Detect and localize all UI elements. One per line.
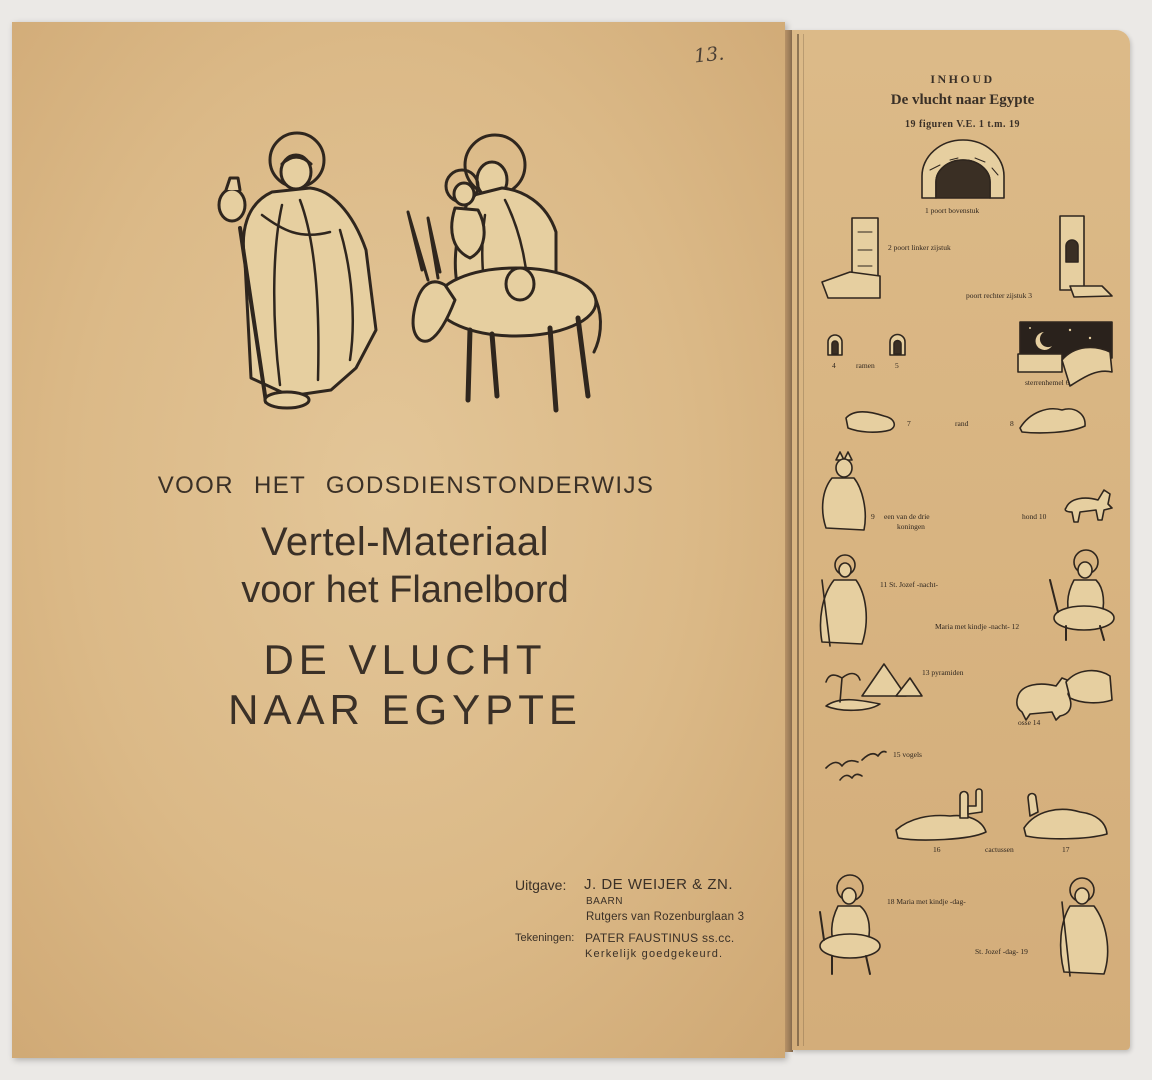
mary-night-figure bbox=[1050, 550, 1114, 640]
contents-title: De vlucht naar Egypte bbox=[890, 92, 1035, 108]
gate-right-piece bbox=[1060, 216, 1112, 297]
border-piece-7 bbox=[846, 412, 894, 432]
king-figure bbox=[823, 452, 866, 530]
figure-label: St. Jozef -dag- 19 bbox=[975, 947, 1028, 956]
publisher-city: BAARN bbox=[586, 896, 623, 907]
figure-label: 16 bbox=[933, 845, 941, 854]
illustrator-name: PATER FAUSTINUS ss.cc. bbox=[585, 931, 735, 945]
figure-label: koningen bbox=[897, 522, 925, 531]
publisher-label: Uitgave: bbox=[515, 877, 567, 893]
window-5 bbox=[890, 335, 905, 355]
figure-label: 13 pyramiden bbox=[922, 668, 964, 677]
window-4 bbox=[828, 335, 842, 355]
figure-label: 11 St. Jozef -nacht- bbox=[880, 580, 939, 589]
cover-main-title-line-2: NAAR EGYPTE bbox=[228, 686, 582, 733]
starry-sky-piece bbox=[1018, 322, 1112, 386]
figure-label: 1 poort bovenstuk bbox=[925, 206, 980, 215]
figure-label: 9 bbox=[871, 512, 875, 521]
joseph-illustration bbox=[219, 133, 376, 408]
mary-day-figure bbox=[820, 875, 880, 974]
figure-label: ramen bbox=[856, 361, 875, 370]
cover-main-title-line-1: DE VLUCHT bbox=[263, 636, 547, 683]
pyramids-figure bbox=[826, 664, 922, 710]
cover-subtitle: VOOR HET GODSDIENSTONDERWIJS bbox=[157, 472, 655, 499]
figure-label: 4 bbox=[832, 361, 836, 370]
oxen-figure bbox=[1017, 671, 1112, 720]
figure-label: Maria met kindje -nacht- 12 bbox=[935, 622, 1020, 631]
figure-label: 18 Maria met kindje -dag- bbox=[887, 897, 966, 906]
cactus-piece-17 bbox=[1024, 794, 1107, 839]
mary-donkey-illustration bbox=[408, 135, 600, 410]
joseph-night-figure bbox=[821, 555, 867, 646]
publisher-name: J. DE WEIJER & ZN. bbox=[584, 876, 734, 893]
handwritten-number: 13. bbox=[692, 42, 726, 68]
figure-label: sterrenhemel 6 bbox=[1025, 378, 1070, 387]
cover-title-line-2: voor het Flanelbord bbox=[241, 569, 569, 611]
figure-label: rand bbox=[955, 419, 969, 428]
figure-label: cactussen bbox=[985, 845, 1014, 854]
border-piece-8 bbox=[1020, 409, 1085, 433]
figure-label: 7 bbox=[907, 419, 911, 428]
gate-top-piece bbox=[922, 140, 1004, 198]
illustrator-label: Tekeningen: bbox=[515, 932, 575, 944]
contents-subtitle: 19 figuren V.E. 1 t.m. 19 bbox=[904, 119, 1020, 130]
joseph-day-figure bbox=[1061, 878, 1108, 976]
cover-title-line-1: Vertel-Materiaal bbox=[260, 520, 550, 564]
figure-label: poort rechter zijstuk 3 bbox=[966, 291, 1033, 300]
publisher-address: Rutgers van Rozenburglaan 3 bbox=[586, 911, 745, 923]
birds-figure bbox=[826, 752, 886, 781]
figure-label: 8 bbox=[1010, 419, 1014, 428]
figure-label: hond 10 bbox=[1022, 512, 1047, 521]
gate-left-piece bbox=[822, 218, 880, 298]
figure-label: 17 bbox=[1062, 845, 1070, 854]
church-approval: Kerkelijk goedgekeurd. bbox=[585, 948, 724, 960]
figure-label: een van de drie bbox=[884, 512, 930, 521]
figure-label: 15 vogels bbox=[893, 750, 922, 759]
figure-label: 5 bbox=[895, 361, 899, 370]
contents-heading: INHOUD bbox=[930, 72, 995, 86]
figure-label: 2 poort linker zijstuk bbox=[888, 243, 951, 252]
figure-label: osse 14 bbox=[1018, 718, 1041, 727]
dog-figure bbox=[1065, 490, 1112, 522]
cactus-piece-16 bbox=[896, 789, 986, 840]
